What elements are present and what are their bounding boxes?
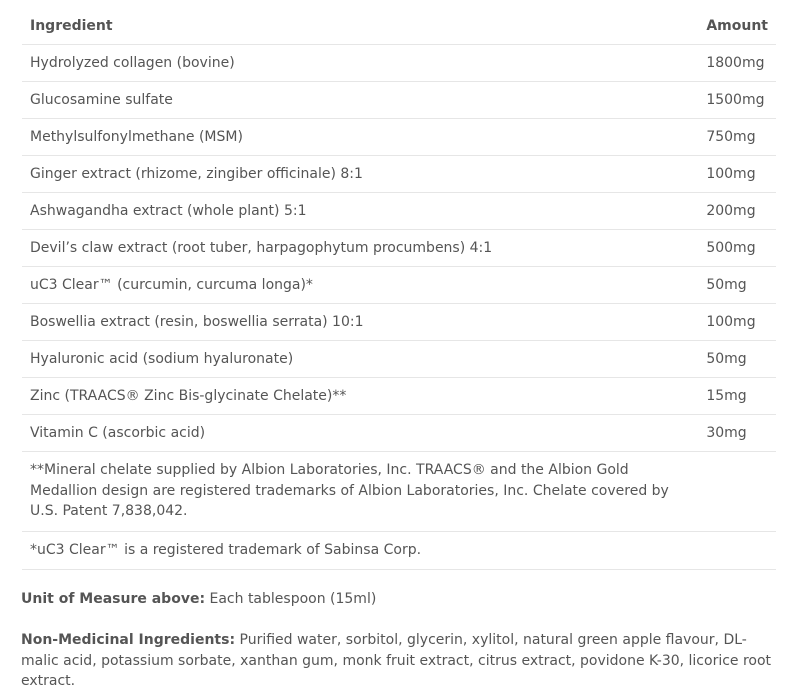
ingredient-cell: Hydrolyzed collagen (bovine) bbox=[22, 45, 706, 82]
table-row bbox=[22, 45, 776, 82]
amount-cell: 1800mg bbox=[706, 45, 776, 82]
ingredients-table bbox=[22, 8, 776, 570]
table-note-row bbox=[22, 531, 776, 570]
table-row bbox=[22, 230, 776, 267]
ingredient-cell: Glucosamine sulfate bbox=[22, 82, 706, 119]
amount-cell: 15mg bbox=[706, 378, 776, 415]
table-row bbox=[22, 378, 776, 415]
table-row bbox=[22, 156, 776, 193]
amount-cell: 200mg bbox=[706, 193, 776, 230]
ingredient-cell: Ginger extract (rhizome, zingiber officinale) 8:1 bbox=[22, 156, 706, 193]
non-medicinal-ingredients bbox=[21, 630, 781, 692]
unit-of-measure bbox=[21, 589, 781, 610]
amount-column-header: Amount bbox=[706, 8, 776, 45]
chelate-footnote: **Mineral chelate supplied by Albion Laboratories, Inc. TRAACS® and the Albion Gold Medallion design are registered trademarks of Albion Laboratories, Inc. Chelate covered by U.S. Patent 7,838,042. bbox=[22, 452, 706, 532]
table-row bbox=[22, 304, 776, 341]
amount-cell: 100mg bbox=[706, 156, 776, 193]
unit-of-measure-value: Each tablespoon (15ml) bbox=[205, 591, 377, 607]
empty-cell bbox=[706, 452, 776, 532]
table-row bbox=[22, 193, 776, 230]
table-row bbox=[22, 119, 776, 156]
ingredient-cell: Ashwagandha extract (whole plant) 5:1 bbox=[22, 193, 706, 230]
amount-cell: 50mg bbox=[706, 341, 776, 378]
ingredient-cell: Hyaluronic acid (sodium hyaluronate) bbox=[22, 341, 706, 378]
amount-cell: 50mg bbox=[706, 267, 776, 304]
amount-cell: 750mg bbox=[706, 119, 776, 156]
ingredient-cell: Zinc (TRAACS® Zinc Bis-glycinate Chelate)** bbox=[22, 378, 706, 415]
table-row bbox=[22, 82, 776, 119]
table-row bbox=[22, 341, 776, 378]
table-row bbox=[22, 267, 776, 304]
amount-cell: 100mg bbox=[706, 304, 776, 341]
unit-of-measure-label: Unit of Measure above: bbox=[21, 591, 206, 607]
trademark-footnote: *uC3 Clear™ is a registered trademark of Sabinsa Corp. bbox=[22, 531, 706, 570]
non-medicinal-label: Non-Medicinal Ingredients: bbox=[21, 632, 236, 648]
table-note-row bbox=[22, 452, 776, 532]
table-header-row bbox=[22, 8, 776, 45]
ingredient-cell: Methylsulfonylmethane (MSM) bbox=[22, 119, 706, 156]
ingredient-cell: Boswellia extract (resin, boswellia serrata) 10:1 bbox=[22, 304, 706, 341]
table-row bbox=[22, 415, 776, 452]
amount-cell: 500mg bbox=[706, 230, 776, 267]
empty-cell bbox=[706, 531, 776, 570]
amount-cell: 30mg bbox=[706, 415, 776, 452]
non-medicinal-value: Purified water, sorbitol, glycerin, xylitol, natural green apple flavour, DL-malic acid, potassium sorbate, xanthan gum, monk fruit extract, citrus extract, povidone K-30, licorice root extract. bbox=[21, 632, 772, 689]
ingredient-column-header: Ingredient bbox=[22, 8, 706, 45]
ingredient-cell: uC3 Clear™ (curcumin, curcuma longa)* bbox=[22, 267, 706, 304]
ingredient-cell: Vitamin C (ascorbic acid) bbox=[22, 415, 706, 452]
ingredient-cell: Devil’s claw extract (root tuber, harpagophytum procumbens) 4:1 bbox=[22, 230, 706, 267]
amount-cell: 1500mg bbox=[706, 82, 776, 119]
